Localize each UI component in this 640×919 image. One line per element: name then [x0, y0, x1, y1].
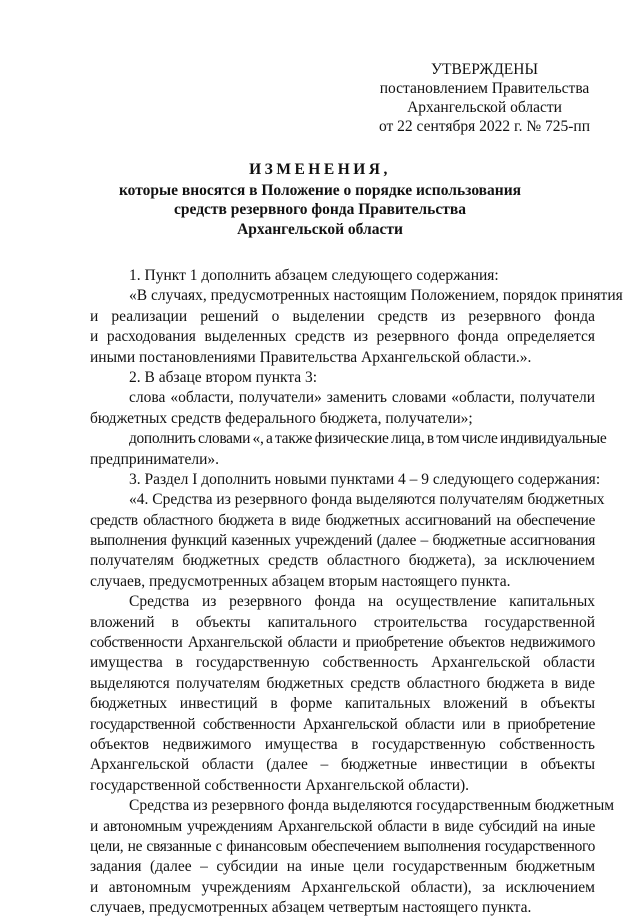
paragraph-line: бюджетных средств федерального бюджета, получатели»; [90, 409, 473, 427]
paragraph-line: 1. Пункт 1 дополнить абзацем следующего содержания: [129, 267, 499, 284]
paragraph-line: Архангельской области (далее – бюджетные инвестиции в объекты [90, 756, 595, 774]
paragraph-line: и реализации решений о выделении средств из резервного фонда [90, 307, 595, 325]
document-body [90, 266, 623, 919]
approval-issuer: постановлением Правительства [379, 80, 590, 97]
paragraph-line: и автономным учреждениям Архангельской области в виде субсидий на иные [90, 817, 595, 835]
title-line: которые вносятся в Положение о порядке использования [118, 181, 522, 199]
title-heading: ИЗМЕНЕНИЯ, [249, 161, 391, 178]
approval-heading: УТВЕРЖДЕНЫ [431, 61, 538, 78]
paragraph-line: Средства из резервного фонда на осуществление капитальных [129, 593, 595, 611]
paragraph-line: 2. В абзаце втором пункта 3: [129, 368, 318, 386]
paragraph-line: государственной собственности Архангельской области или в приобретение [90, 715, 595, 733]
approval-stamp [372, 60, 597, 136]
paragraph-line: выделяются получателям бюджетных средств областного бюджета в виде [90, 674, 595, 692]
paragraph-line: и расходования выделенных средств из резервного фонда определяется [90, 328, 595, 346]
paragraph-line: «В случаях, предусмотренных настоящим Положением, порядок принятия [129, 287, 623, 305]
paragraph-line: задания (далее – субсидии на иные цели государственным бюджетным [90, 858, 595, 876]
paragraph-line: 3. Раздел I дополнить новыми пунктами 4 – 9 следующего содержания: [129, 470, 601, 488]
paragraph-line: имущества в государственную собственность Архангельской области [90, 654, 595, 672]
paragraph-line: государственной собственности Архангельской области). [90, 776, 470, 794]
paragraph-line: Средства из резервного фонда выделяются государственным бюджетным [129, 797, 615, 815]
paragraph-line: вложений в объекты капитального строительства государственной [90, 613, 595, 631]
paragraph-line: получателям бюджетных средств областного бюджета), за исключением [90, 552, 595, 570]
title-line: Архангельской области [237, 220, 403, 238]
paragraph-line: случаев, предусмотренных абзацем вторым настоящего пункта. [90, 572, 511, 590]
paragraph-line: случаев, предусмотренных абзацем четвертым настоящего пункта. [90, 899, 532, 917]
approval-region: Архангельской области [407, 99, 562, 116]
paragraph-line: выполнения функций казенных учреждений (далее – бюджетные ассигнования [90, 532, 595, 550]
paragraph-line: слова «области, получатели» заменить словами «области, получатели [129, 389, 595, 407]
document-title [60, 160, 580, 239]
paragraph-line: иными постановлениями Правительства Архангельской области.». [90, 348, 532, 366]
paragraph-line: цели, не связанные с финансовым обеспечением выполнения государственного [90, 837, 595, 855]
title-line: средств резервного фонда Правительства [174, 201, 466, 218]
paragraph-line: дополнить словами «, а также физические лица, в том числе индивидуальные [129, 430, 607, 448]
approval-date-number: от 22 сентября 2022 г. № 725-пп [378, 118, 591, 135]
paragraph-line: объектов недвижимого имущества в государственную собственность [90, 735, 595, 753]
paragraph-line: собственности Архангельской области и приобретение объектов недвижимого [90, 634, 595, 652]
paragraph-line: предприниматели». [90, 450, 220, 468]
paragraph-line: «4. Средства из резервного фонда выделяются получателям бюджетных [129, 491, 605, 509]
paragraph-line: средств областного бюджета в виде бюджетных ассигнований на обеспечение [90, 511, 595, 529]
paragraph-line: бюджетных инвестиций в форме капитальных вложений в объекты [90, 695, 595, 713]
paragraph-line: и автономным учреждениям Архангельской области), за исключением [90, 878, 595, 896]
